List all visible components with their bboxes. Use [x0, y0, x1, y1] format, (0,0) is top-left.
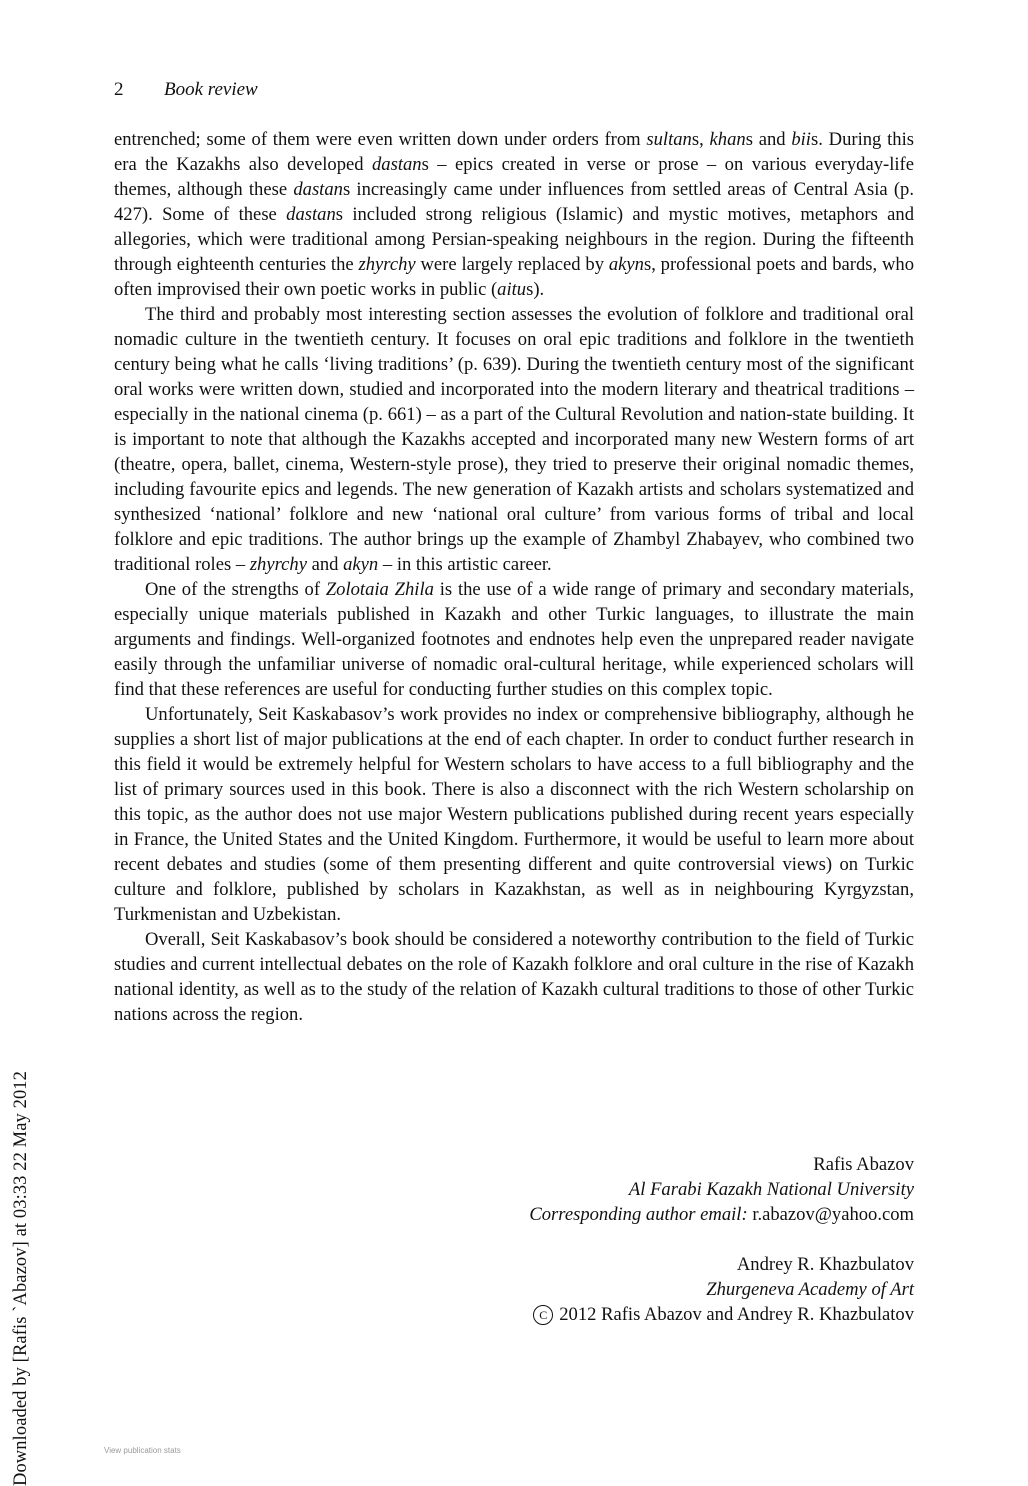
author-name: Andrey R. Khazbulatov [736, 1254, 914, 1275]
signature-block-1 [314, 1152, 914, 1227]
author-affiliation: Al Farabi Kazakh National University [628, 1179, 914, 1200]
author-name: Rafis Abazov [813, 1154, 914, 1175]
email-label: Corresponding author email: [529, 1204, 748, 1225]
copyright-line [314, 1302, 914, 1327]
author-email-line [314, 1202, 914, 1227]
paragraph-2: The third and probably most interesting section assesses the evolution of folklore and traditional oral nomadic culture in the twentieth century. It focuses on oral epic traditions and folklore in the twentieth century being what he calls ‘living traditions’ (p. 639). During the twentieth century most of the significant oral works were written down, studied and incorporated into the modern literary and theatrical traditions – especially in the national cinema (p. 661) – as a part of the Cultural Revolution and nation-state building. It is important to note that although the Kazakhs accepted and incorporated many new Western forms of art (theatre, opera, ballet, cinema, Western-style prose), they tried to preserve their original nomadic themes, including favourite epics and legends. The new generation of Kazakh artists and scholars systematized and synthesized ‘national’ folklore and new ‘national oral culture’ from various forms of tribal and local folklore and epic traditions. The author brings up the example of Zhambyl Zhabayev, who combined two traditional roles – zhyrchy and akyn – in this artistic career. [114, 304, 914, 575]
publication-stats-link[interactable]: View publication stats [104, 1446, 181, 1455]
signature-block-2 [314, 1252, 914, 1327]
copyright-text: 2012 Rafis Abazov and Andrey R. Khazbulatov [559, 1304, 914, 1325]
author-email[interactable]: r.abazov@yahoo.com [752, 1204, 914, 1225]
paragraph-4: Unfortunately, Seit Kaskabasov’s work provides no index or comprehensive bibliography, although he supplies a short list of major publications at the end of each chapter. In order to conduct further research in this field it would be extremely helpful for Western scholars to have access to a full bibliography and the list of primary sources used in this book. There is also a disconnect with the rich Western scholarship on this topic, as the author does not use major Western publications published during recent years especially in France, the United States and the United Kingdom. Furthermore, it would be useful to learn more about recent debates and studies (some of them presenting different and quite controversial views) on Turkic culture and folklore, published by scholars in Kazakhstan, as well as in neighbouring Kyrgyzstan, Turkmenistan and Uzbekistan. [114, 704, 914, 925]
paragraph-1: entrenched; some of them were even written down under orders from sultans, khans and biis. During this era the Kazakhs also developed dastans – epics created in verse or prose – on various everyday-life themes, although these dastans increasingly came under influences from settled areas of Central Asia (p. 427). Some of these dastans included strong religious (Islamic) and mystic motives, metaphors and allegories, which were traditional among Persian-speaking neighbours in the region. During the fifteenth through eighteenth centuries the zhyrchy were largely replaced by akyns, professional poets and bards, who often improvised their own poetic works in public (aitus). [114, 129, 915, 300]
article-body [114, 127, 914, 1027]
running-head [114, 78, 258, 102]
paragraph-5: Overall, Seit Kaskabasov’s book should be considered a noteworthy contribution to the field of Turkic studies and current intellectual debates on the role of Kazakh folklore and oral culture in the rise of Kazakh national identity, as well as to the study of the relation of Kazakh cultural traditions to those of other Turkic nations across the region. [114, 929, 914, 1025]
page-number: 2 [114, 79, 124, 100]
download-stamp: Downloaded by [Rafis `Abazov] at 03:33 22 May 2012 [11, 1071, 31, 1486]
paragraph-3: One of the strengths of Zolotaia Zhila is the use of a wide range of primary and secondary materials, especially unique materials published in Kazakh and other Turkic languages, to illustrate the main arguments and findings. Well-organized footnotes and endnotes help even the unprepared reader navigate easily through the unfamiliar universe of nomadic oral-cultural heritage, while experienced scholars will find that these references are useful for conducting further studies on this complex topic. [114, 579, 914, 700]
section-title: Book review [164, 79, 258, 100]
author-affiliation: Zhurgeneva Academy of Art [706, 1279, 914, 1300]
copyright-icon: C [533, 1305, 553, 1325]
